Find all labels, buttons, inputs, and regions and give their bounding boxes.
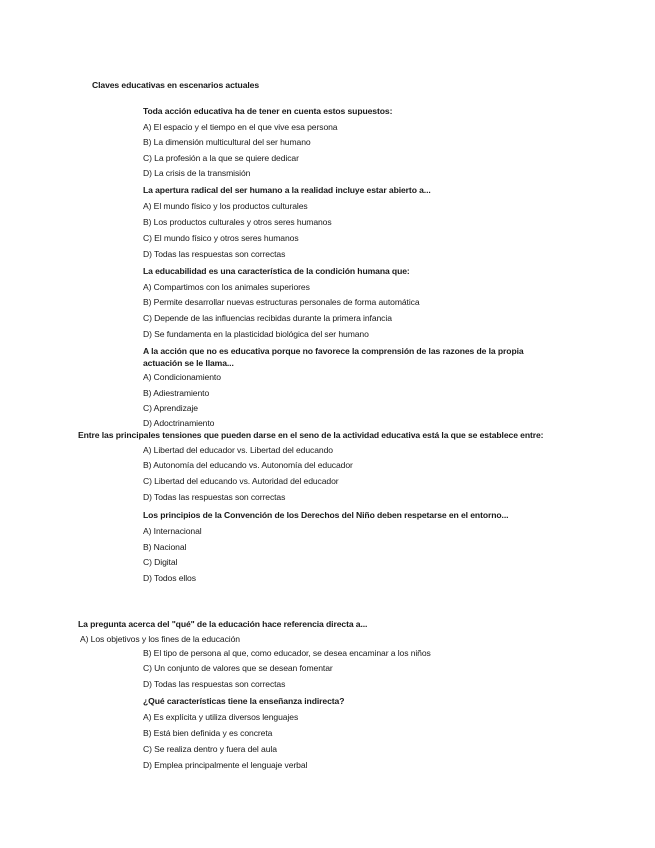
question-2-option-a: A) El mundo físico y los productos culturales xyxy=(143,201,308,211)
question-5-option-b: B) Autonomía del educando vs. Autonomía del educador xyxy=(143,460,353,470)
question-7-option-a: A) Los objetivos y los fines de la educación xyxy=(80,634,240,644)
question-8: ¿Qué características tiene la enseñanza indirecta? xyxy=(143,696,345,706)
question-5-option-d: D) Todas las respuestas son correctas xyxy=(143,492,286,502)
question-1-option-c: C) La profesión a la que se quiere dedicar xyxy=(143,153,299,163)
question-1-option-b: B) La dimensión multicultural del ser humano xyxy=(143,137,311,147)
question-7-option-c: C) Un conjunto de valores que se desean fomentar xyxy=(143,663,333,673)
question-4-option-c: C) Aprendizaje xyxy=(143,403,198,413)
question-8-option-a: A) Es explícita y utiliza diversos lenguajes xyxy=(143,712,299,722)
question-6-option-b: B) Nacional xyxy=(143,542,187,552)
question-2-option-d: D) Todas las respuestas son correctas xyxy=(143,249,286,259)
question-4-line-1: A la acción que no es educativa porque no favorece la comprensión de las razones de la propia xyxy=(143,346,524,356)
question-7-option-b: B) El tipo de persona al que, como educador, se desea encaminar a los niños xyxy=(143,648,431,658)
question-2: La apertura radical del ser humano a la realidad incluye estar abierto a... xyxy=(143,185,431,195)
question-1-option-d: D) La crisis de la transmisión xyxy=(143,168,251,178)
question-3-option-c: C) Depende de las influencias recibidas durante la primera infancia xyxy=(143,313,392,323)
question-2-option-b: B) Los productos culturales y otros seres humanos xyxy=(143,217,332,227)
question-7: La pregunta acerca del "qué" de la educación hace referencia directa a... xyxy=(78,619,368,629)
question-5-option-c: C) Libertad del educando vs. Autoridad del educador xyxy=(143,476,339,486)
question-4-line-2: actuación se le llama... xyxy=(143,358,234,368)
question-6: Los principios de la Convención de los Derechos del Niño deben respetarse en el entorno... xyxy=(143,510,509,520)
question-8-option-d: D) Emplea principalmente el lenguaje verbal xyxy=(143,760,308,770)
question-3-option-a: A) Compartimos con los animales superiores xyxy=(143,282,310,292)
document-title: Claves educativas en escenarios actuales xyxy=(92,80,260,90)
question-8-option-c: C) Se realiza dentro y fuera del aula xyxy=(143,744,277,754)
question-8-option-b: B) Está bien definida y es concreta xyxy=(143,728,273,738)
question-1-option-a: A) El espacio y el tiempo en el que vive esa persona xyxy=(143,122,338,132)
question-5: Entre las principales tensiones que pueden darse en el seno de la actividad educativa está la que se establece entre: xyxy=(78,430,544,440)
question-1: Toda acción educativa ha de tener en cuenta estos supuestos: xyxy=(143,106,393,116)
question-6-option-d: D) Todos ellos xyxy=(143,573,196,583)
question-3: La educabilidad es una característica de la condición humana que: xyxy=(143,266,410,276)
question-5-option-a: A) Libertad del educador vs. Libertad del educando xyxy=(143,445,333,455)
question-4-option-d: D) Adoctrinamiento xyxy=(143,418,215,428)
question-3-option-d: D) Se fundamenta en la plasticidad biológica del ser humano xyxy=(143,329,369,339)
question-6-option-c: C) Digital xyxy=(143,557,178,567)
question-2-option-c: C) El mundo físico y otros seres humanos xyxy=(143,233,299,243)
question-4-option-a: A) Condicionamiento xyxy=(143,372,221,382)
question-4-option-b: B) Adiestramiento xyxy=(143,388,210,398)
question-3-option-b: B) Permite desarrollar nuevas estructuras personales de forma automática xyxy=(143,297,420,307)
question-7-option-d: D) Todas las respuestas son correctas xyxy=(143,679,286,689)
question-6-option-a: A) Internacional xyxy=(143,526,202,536)
